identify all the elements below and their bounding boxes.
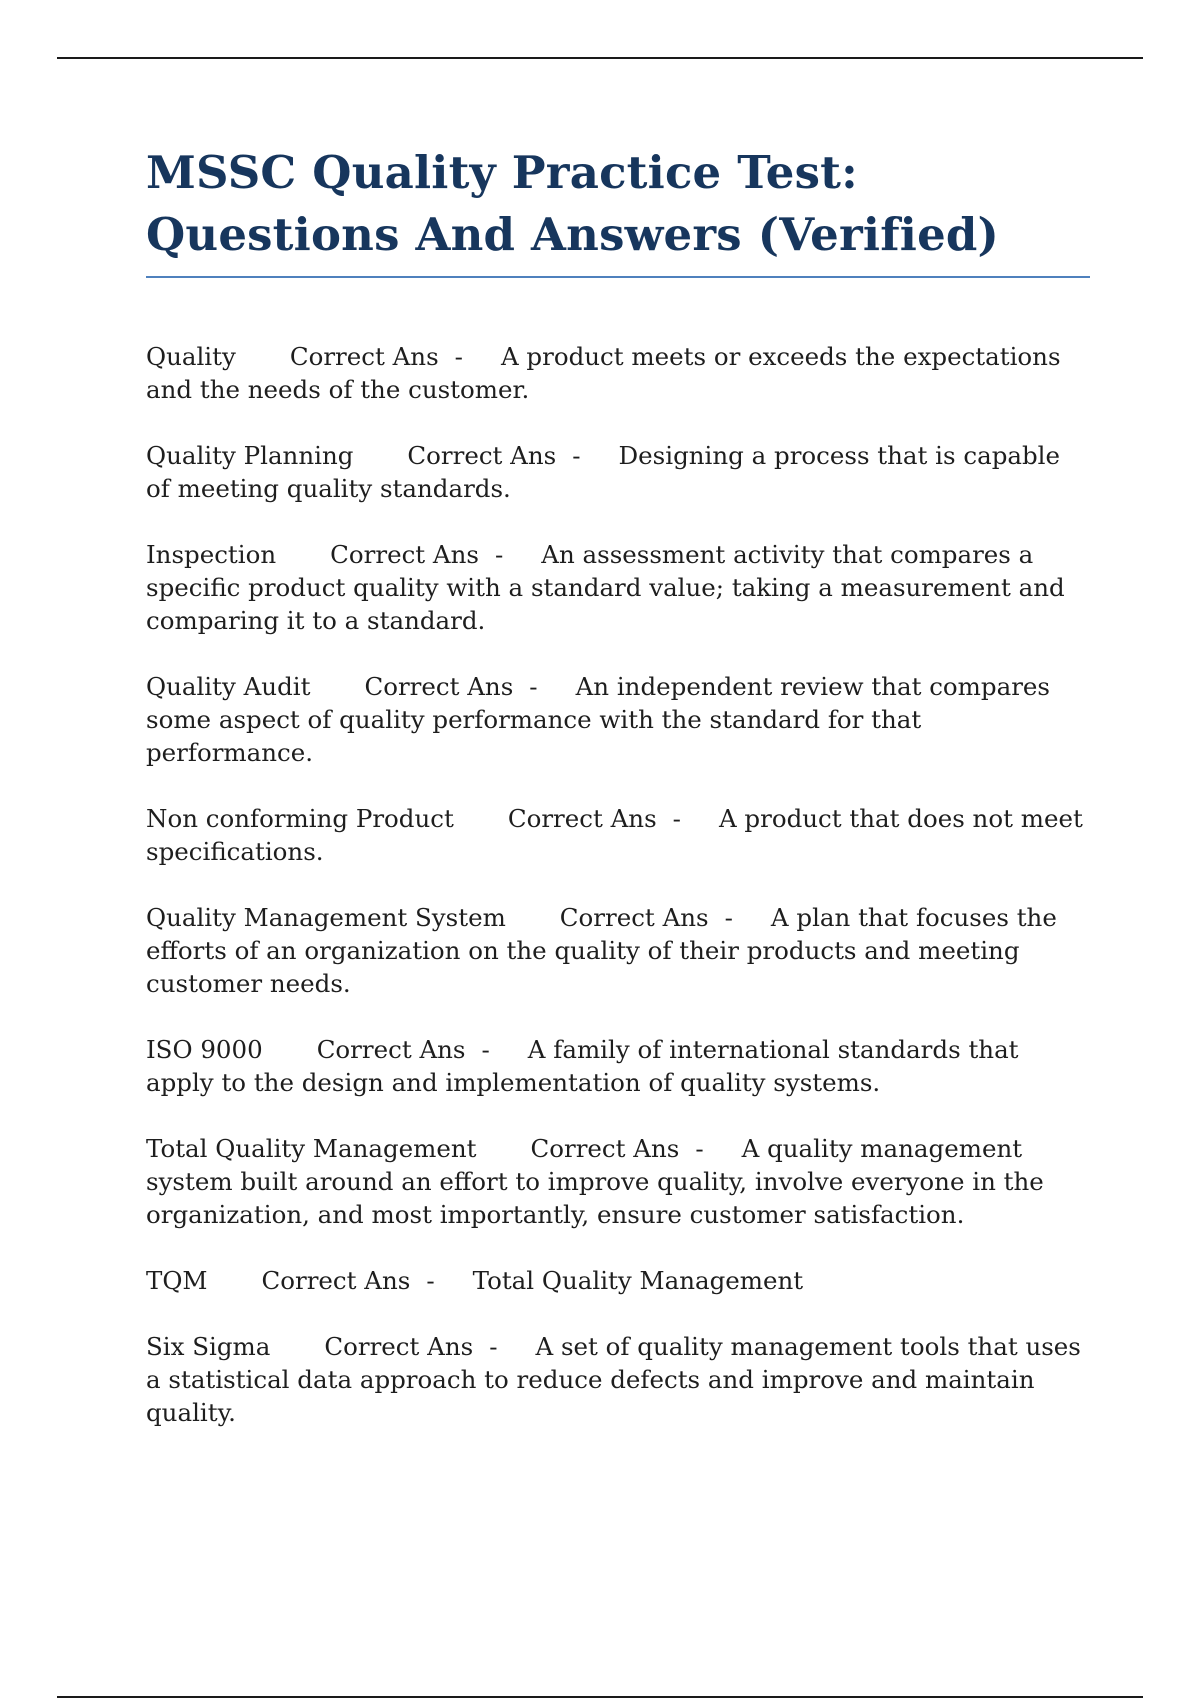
qa-definition: Total Quality Management	[472, 1266, 804, 1295]
qa-definition: A set of quality management tools that uses a statistical data approach to reduce defects and improve and maintain quality.	[146, 1332, 1081, 1427]
answer-label: Correct Ans	[289, 342, 439, 371]
qa-item	[146, 538, 1090, 637]
qa-definition: A plan that focuses the efforts of an organization on the quality of their products and meeting customer needs.	[146, 903, 1057, 998]
qa-item	[146, 340, 1090, 406]
qa-item	[146, 1330, 1090, 1429]
qa-term: Quality	[146, 342, 236, 371]
qa-item	[146, 1033, 1090, 1099]
qa-list	[146, 340, 1090, 1429]
qa-term: Six Sigma	[146, 1332, 271, 1361]
answer-label: Correct Ans	[261, 1266, 411, 1295]
qa-term: Non conforming Product	[146, 804, 454, 833]
header-rule	[57, 57, 1143, 59]
qa-item	[146, 901, 1090, 1000]
answer-label: Correct Ans	[530, 1134, 680, 1163]
answer-separator: -	[454, 342, 463, 371]
footer-rule	[57, 1696, 1143, 1698]
answer-separator: -	[724, 903, 733, 932]
qa-item	[146, 670, 1090, 769]
answer-separator: -	[426, 1266, 435, 1295]
qa-definition: A product that does not meet specifications.	[146, 804, 1083, 866]
qa-term: ISO 9000	[146, 1035, 263, 1064]
qa-term: Quality Planning	[146, 441, 354, 470]
title-underline	[146, 276, 1090, 278]
answer-label: Correct Ans	[507, 804, 657, 833]
qa-definition: An independent review that compares some aspect of quality performance with the standard for that performance.	[146, 672, 1050, 767]
answer-label: Correct Ans	[407, 441, 557, 470]
answer-separator: -	[695, 1134, 704, 1163]
answer-label: Correct Ans	[324, 1332, 474, 1361]
answer-label: Correct Ans	[330, 540, 479, 569]
qa-item	[146, 802, 1090, 868]
qa-item	[146, 1264, 1090, 1297]
qa-definition: Designing a process that is capable of meeting quality standards.	[146, 441, 1061, 503]
document-title: MSSC Quality Practice Test: Questions And Answers (Verified)	[146, 146, 1000, 261]
qa-definition: A quality management system built around an effort to improve quality, involve everyone in the organization, and most importantly, ensure customer satisfaction.	[146, 1134, 1044, 1229]
qa-item	[146, 439, 1090, 505]
answer-separator: -	[489, 1332, 498, 1361]
answer-label: Correct Ans	[364, 672, 514, 701]
answer-separator: -	[572, 441, 581, 470]
qa-definition: An assessment activity that compares a specific product quality with a standard value; taking a measurement and comparing it to a standard.	[146, 540, 1065, 635]
answer-label: Correct Ans	[559, 903, 709, 932]
answer-separator: -	[481, 1035, 490, 1064]
qa-term: Inspection	[146, 540, 277, 569]
answer-label: Correct Ans	[316, 1035, 466, 1064]
qa-term: TQM	[146, 1266, 208, 1295]
qa-term: Quality Audit	[146, 672, 311, 701]
document-body	[146, 142, 1090, 1462]
answer-separator: -	[672, 804, 681, 833]
answer-separator: -	[529, 672, 538, 701]
answer-separator: -	[494, 540, 504, 569]
qa-item	[146, 1132, 1090, 1231]
qa-definition: A family of international standards that apply to the design and implementation of quality systems.	[146, 1035, 1019, 1097]
qa-definition: A product meets or exceeds the expectations and the needs of the customer.	[146, 342, 1061, 404]
qa-term: Quality Management System	[146, 903, 506, 932]
qa-term: Total Quality Management	[146, 1134, 477, 1163]
